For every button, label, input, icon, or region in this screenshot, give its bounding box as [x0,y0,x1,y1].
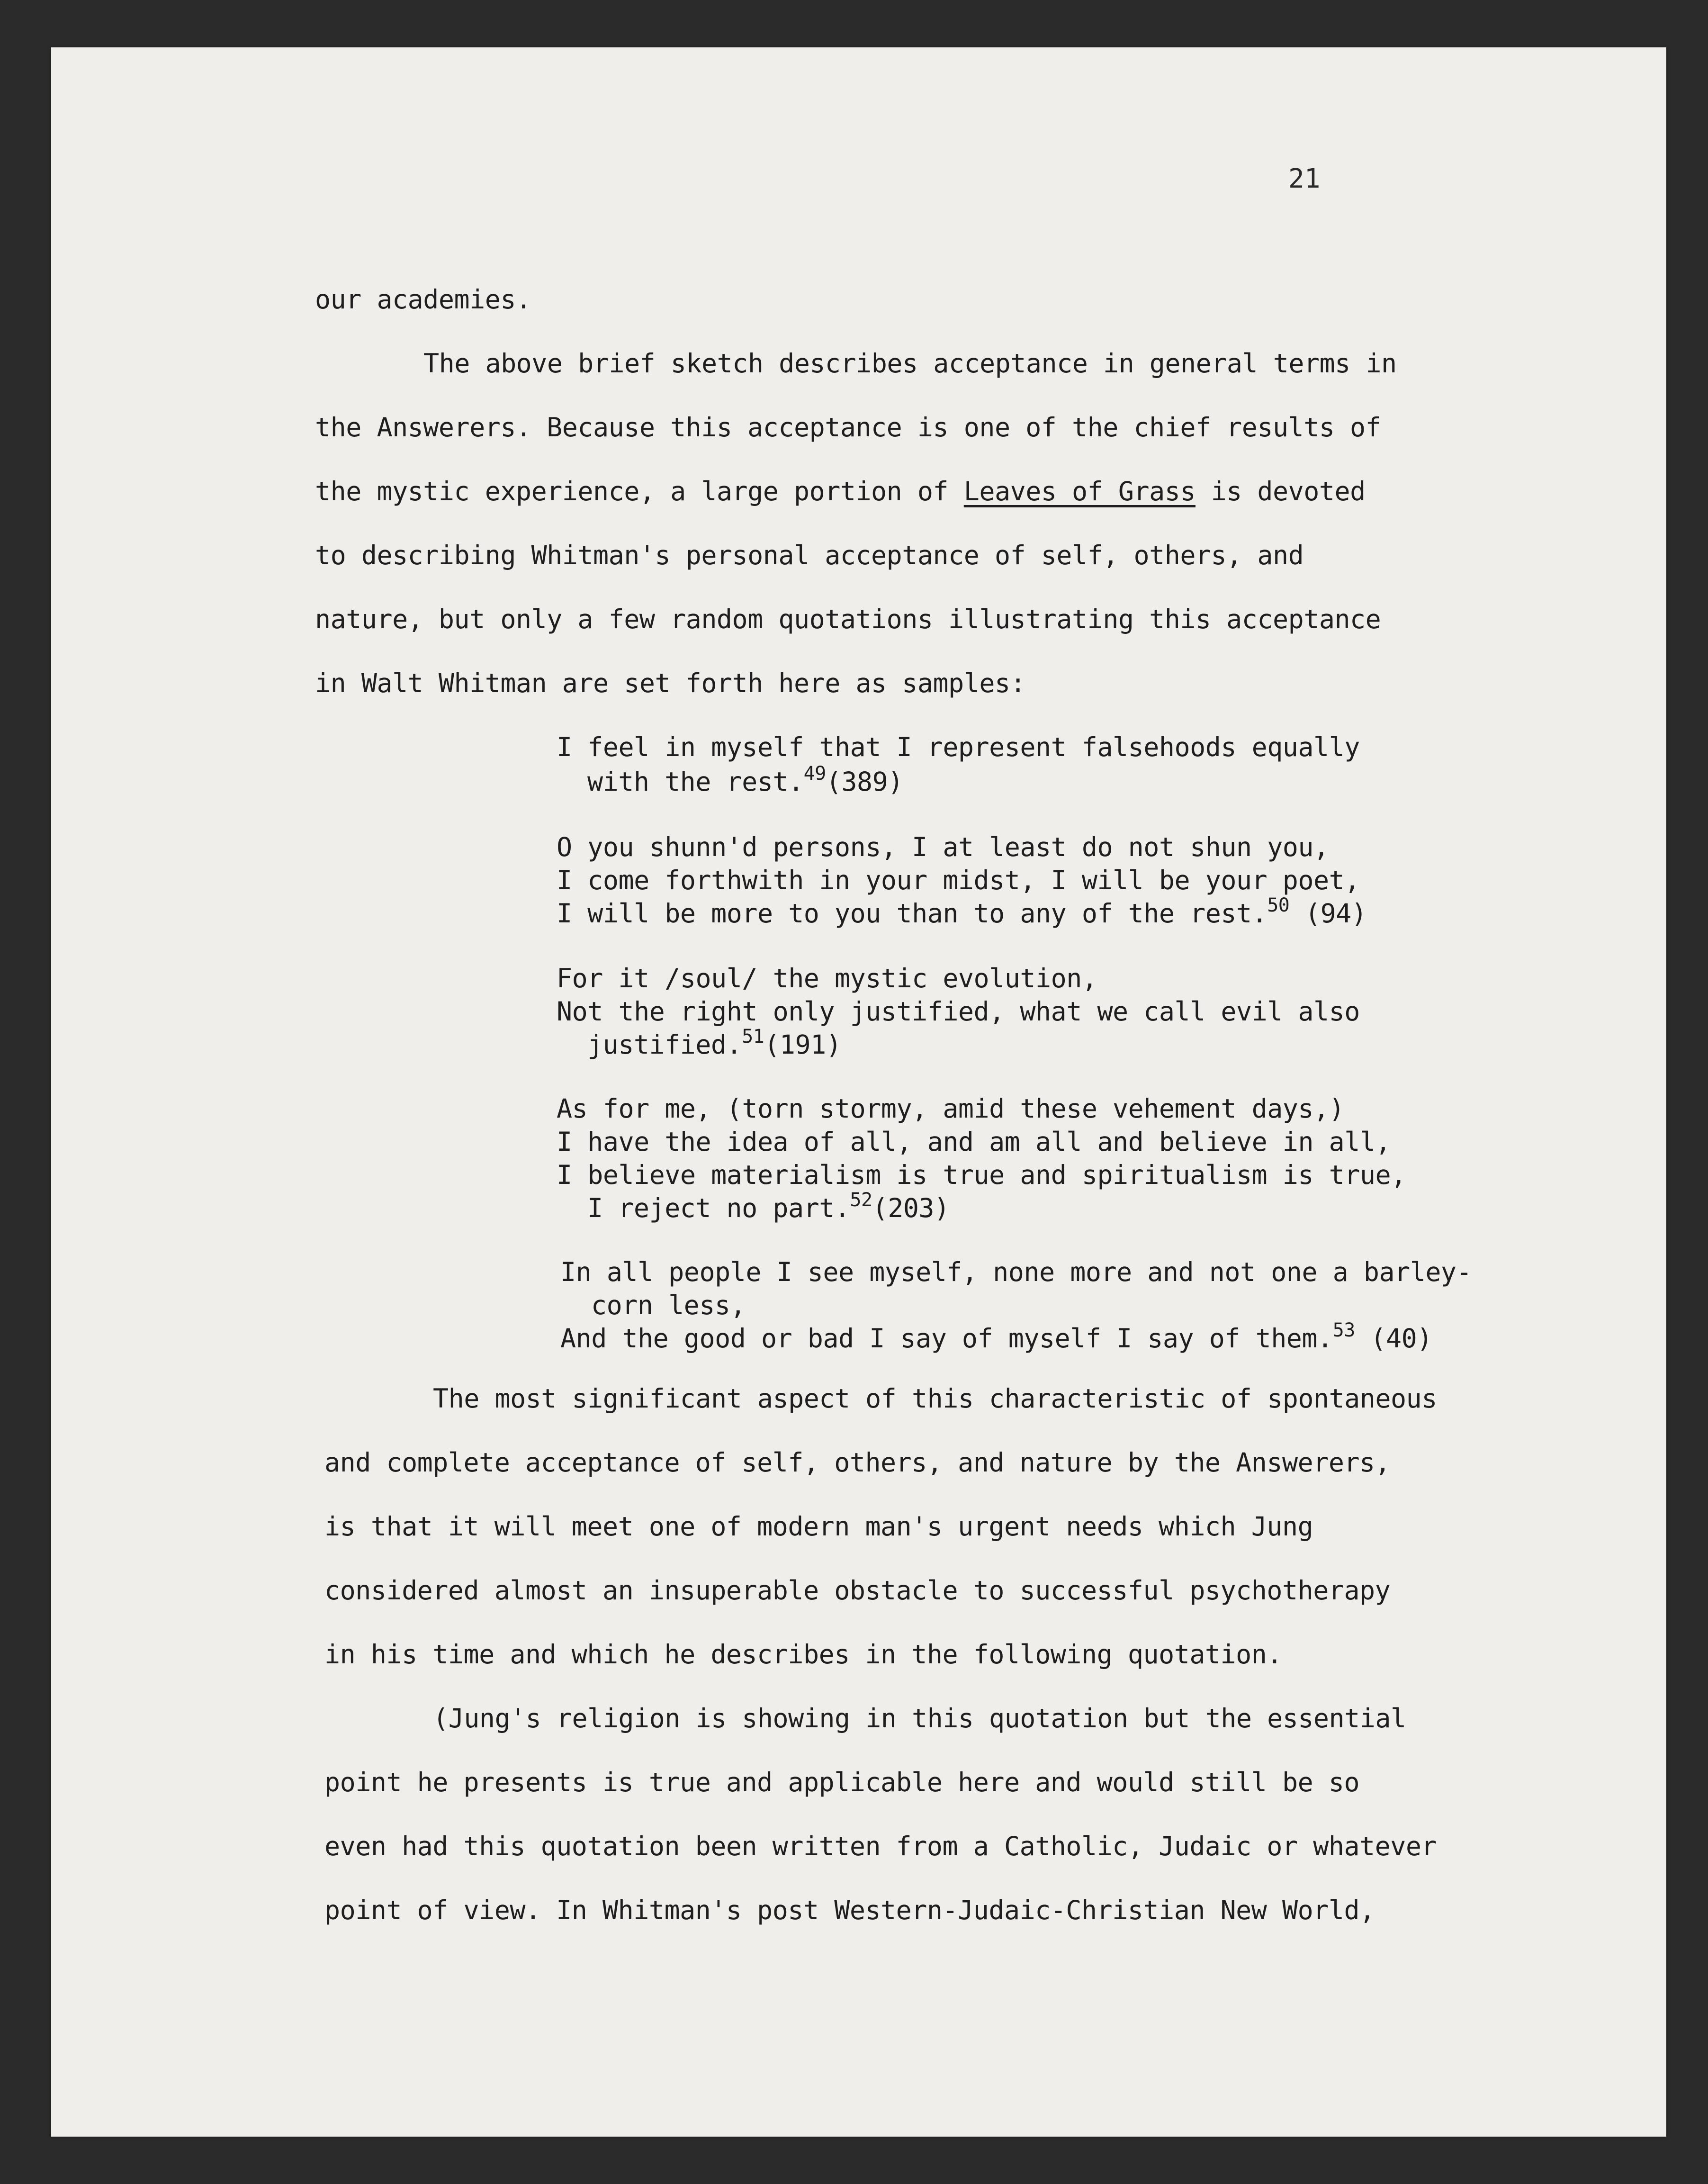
quote-line: As for me, (torn stormy, amid these vehement days,) [557,1093,1345,1124]
quote-line: Not the right only justified, what we call evil also [557,996,1360,1027]
prose-line: (Jung's religion is showing in this quotation but the essential [433,1703,1406,1733]
page-reference: (203) [872,1193,950,1223]
quote-text: And the good or bad I say of myself I say of them. [560,1323,1333,1354]
prose-line: in Walt Whitman are set forth here as samples: [315,668,1026,698]
page-number: 21 [1288,163,1321,194]
prose-line: considered almost an insuperable obstacle to successful psychotherapy [324,1575,1391,1606]
page-reference: (94) [1289,898,1367,929]
footnote-marker: 52 [850,1189,872,1211]
quote-text: I reject no part. [587,1193,850,1223]
footnote-marker: 53 [1332,1319,1355,1341]
prose-line: in his time and which he describes in the following quotation. [324,1639,1282,1670]
page-reference: (191) [764,1029,842,1060]
footnote-marker: 49 [803,762,826,785]
prose-line: nature, but only a few random quotations illustrating this acceptance [315,604,1381,634]
prose-line: point of view. In Whitman's post Western-Judaic-Christian New World, [324,1895,1375,1925]
prose-line: our academies. [315,284,531,315]
quote-line: corn less, [591,1290,746,1320]
quote-line: In all people I see myself, none more and not one a barley- [560,1257,1472,1287]
prose-line: the Answerers. Because this acceptance is one of the chief results of [315,412,1381,442]
prose-text: the mystic experience, a large portion of [315,476,964,506]
quote-line [587,1025,842,1060]
document-page [51,47,1666,2137]
footnote-marker: 50 [1267,894,1290,916]
footnote-marker: 51 [742,1025,764,1047]
quote-text: justified. [587,1029,742,1060]
prose-text: is devoted [1195,476,1366,506]
quote-line: For it /soul/ the mystic evolution, [557,963,1097,993]
quote-line: I come forthwith in your midst, I will be your poet, [557,865,1360,895]
quote-line: I believe materialism is true and spiritualism is true, [557,1160,1406,1190]
prose-line [315,476,1366,506]
quote-text: with the rest. [587,767,804,797]
prose-line: and complete acceptance of self, others, and nature by the Answerers, [324,1447,1391,1478]
quote-line [557,894,1367,929]
prose-line: point he presents is true and applicable here and would still be so [324,1767,1360,1797]
prose-line: The most significant aspect of this characteristic of spontaneous [433,1383,1437,1414]
prose-line: to describing Whitman's personal acceptance of self, others, and [315,540,1304,570]
quote-line [587,762,903,797]
quote-line: I feel in myself that I represent falsehoods equally [557,732,1360,762]
prose-line: even had this quotation been written from a Catholic, Judaic or whatever [324,1831,1437,1861]
prose-line: is that it will meet one of modern man's urgent needs which Jung [324,1511,1313,1542]
page-reference: (40) [1355,1323,1432,1354]
quote-line [560,1319,1432,1354]
prose-line: The above brief sketch describes acceptance in general terms in [423,348,1397,379]
quote-text: I will be more to you than to any of the rest. [557,898,1268,929]
quote-line: I have the idea of all, and am all and believe in all, [557,1127,1391,1157]
book-title: Leaves of Grass [963,476,1196,506]
quote-line: O you shunn'd persons, I at least do not shun you, [557,832,1329,862]
page-reference: (389) [826,767,903,797]
quote-line [587,1189,950,1223]
